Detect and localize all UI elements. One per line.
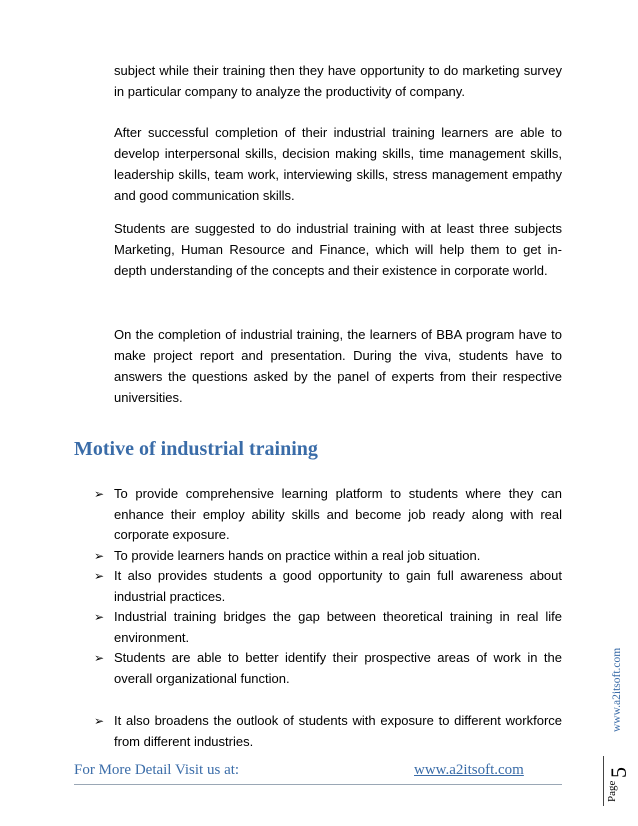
footer-divider — [74, 784, 562, 785]
page-word: Page — [606, 780, 618, 802]
list-item — [94, 607, 562, 648]
list-item-text: Students are able to better identify their prospective areas of work in the overall organizational function. — [114, 650, 562, 686]
list-item-text: Industrial training bridges the gap between theoretical training in real life environment. — [114, 609, 562, 645]
list-item — [94, 648, 562, 689]
page-number-label — [606, 756, 632, 810]
arrow-bullet-icon: ➢ — [94, 651, 105, 665]
list-item — [94, 566, 562, 607]
bullet-list — [94, 484, 562, 752]
list-item — [94, 546, 562, 567]
list-item-text: It also provides students a good opportunity to gain full awareness about industrial practices. — [114, 568, 562, 604]
arrow-bullet-icon: ➢ — [94, 714, 105, 728]
arrow-bullet-icon: ➢ — [94, 548, 105, 563]
list-item-text: To provide comprehensive learning platform to students where they can enhance their employ ability skills and become job ready along with real corporate exposure. — [114, 486, 562, 542]
side-url-margin — [611, 612, 627, 732]
section-heading: Motive of industrial training — [74, 438, 318, 460]
footer-link[interactable]: www.a2itsoft.com — [414, 762, 524, 778]
footer-text: For More Detail Visit us at: — [74, 762, 240, 778]
arrow-bullet-icon: ➢ — [94, 569, 105, 583]
page-number: 5 — [606, 767, 631, 778]
body-paragraph: On the completion of industrial training, the learners of BBA program have to make project report and presentation. During the viva, students have to answers the questions asked by the panel of experts from their respective universities. — [114, 327, 562, 405]
body-paragraph: subject while their training then they have opportunity to do marketing survey in particular company to analyze the productivity of company. — [114, 63, 562, 99]
list-item — [94, 711, 562, 752]
body-paragraph: After successful completion of their industrial training learners are able to develop interpersonal skills, decision making skills, time management skills, leadership skills, team work, interviewing skills, stress management empathy and good communication skills. — [114, 125, 562, 203]
list-item — [94, 484, 562, 546]
side-url-link[interactable]: www.a2itsoft.com — [611, 647, 623, 732]
list-item-text: It also broadens the outlook of students with exposure to different workforce from different industries. — [114, 713, 562, 749]
body-paragraph: Students are suggested to do industrial training with at least three subjects Marketing, Human Resource and Finance, which will help them to get in-depth understanding of the concepts and their existence in corporate world. — [114, 221, 562, 278]
arrow-bullet-icon: ➢ — [94, 610, 105, 624]
list-item-text: To provide learners hands on practice within a real job situation. — [114, 547, 481, 563]
page-number-divider — [603, 756, 604, 806]
arrow-bullet-icon: ➢ — [94, 487, 105, 501]
